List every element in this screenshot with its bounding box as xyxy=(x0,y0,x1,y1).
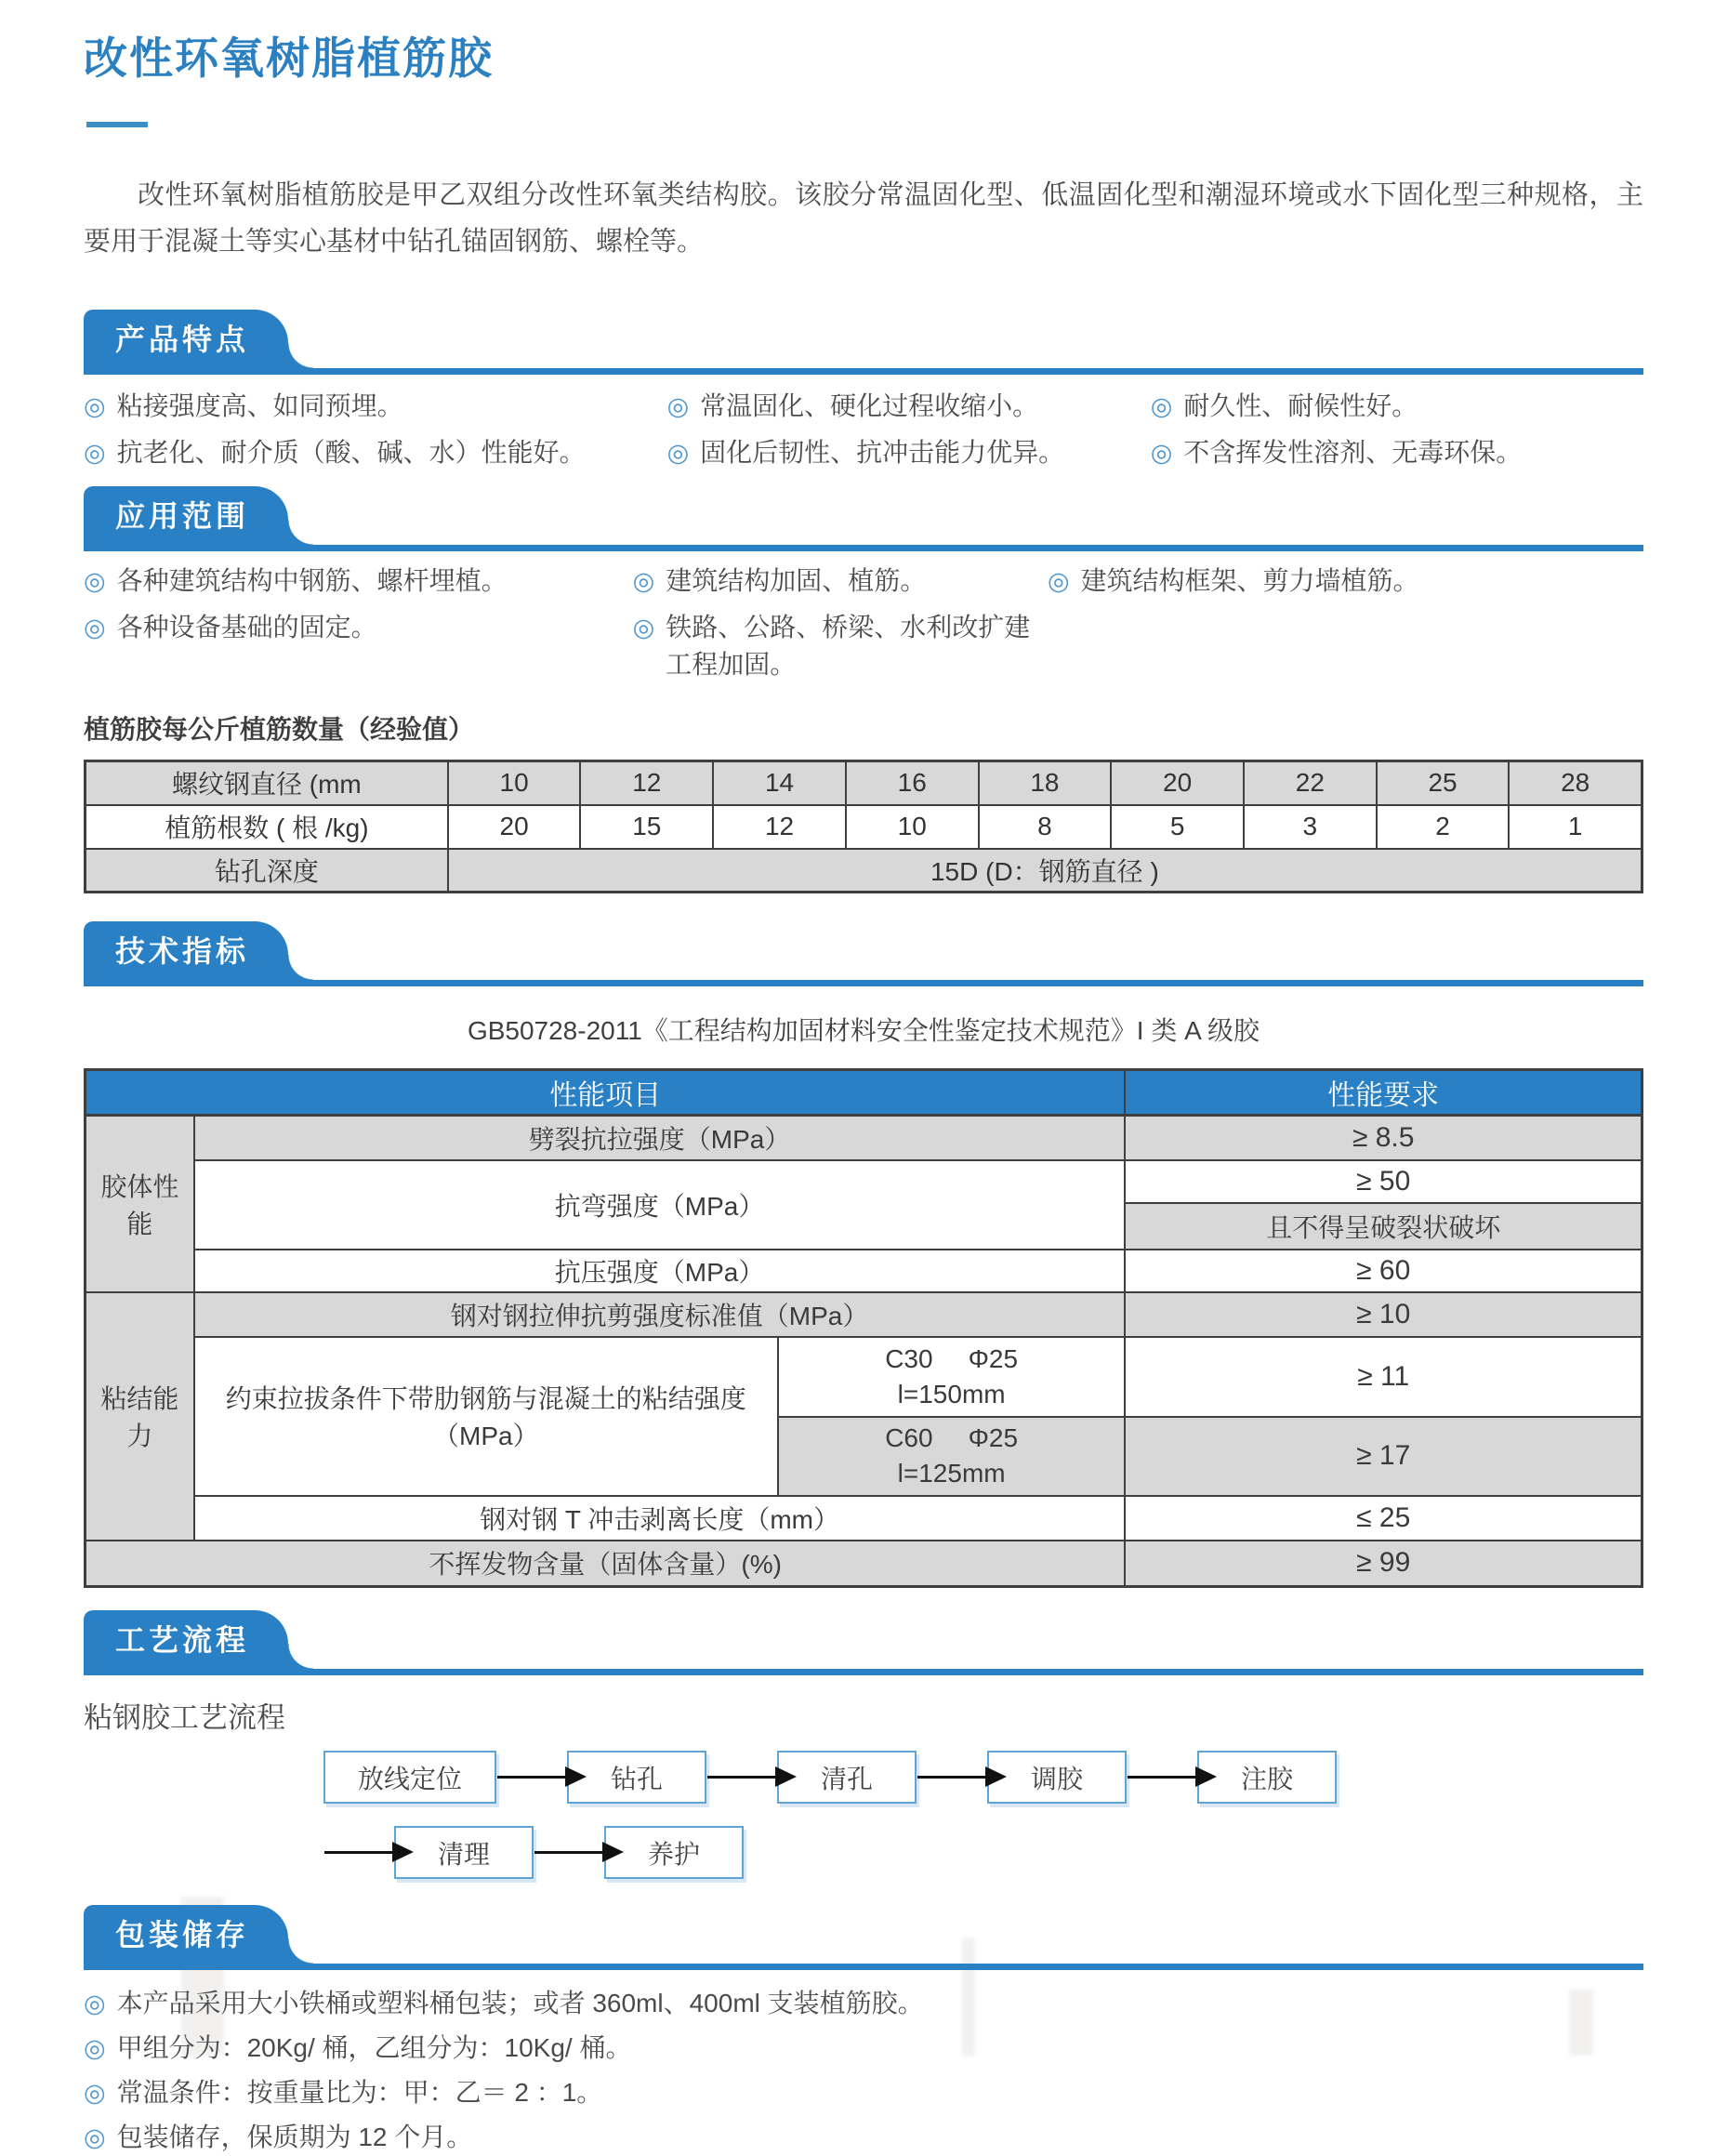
table-row xyxy=(86,1250,1642,1292)
rebar-count-table xyxy=(84,760,1643,893)
bullseye-icon: ◎ xyxy=(84,614,106,642)
concrete-grade: C60 xyxy=(885,1423,933,1452)
application-item xyxy=(84,562,633,600)
table-row xyxy=(86,1337,1642,1417)
application-text: 各种设备基础的固定。 xyxy=(116,613,377,642)
feature-item xyxy=(1151,388,1643,425)
application-text: 各种建筑结构中钢筋、螺杆埋植。 xyxy=(116,566,508,595)
spec-req: ≤ 25 xyxy=(1125,1496,1642,1541)
flow-step: 调胶 xyxy=(987,1751,1127,1804)
section-header-features xyxy=(84,315,1643,375)
bar-diameter: Φ25 xyxy=(968,1423,1019,1452)
bullseye-icon: ◎ xyxy=(84,2079,106,2107)
feature-text: 抗老化、耐介质（酸、碱、水）性能好。 xyxy=(116,438,586,467)
spec-req: ≥ 10 xyxy=(1125,1292,1642,1337)
section-tab-process: 工艺流程 xyxy=(84,1610,288,1670)
row-label: 螺纹钢直径 (mm xyxy=(86,761,448,805)
arrow-right-icon xyxy=(534,1851,603,1854)
count-value: 15 xyxy=(580,805,713,849)
diameter-value: 12 xyxy=(580,761,713,805)
packaging-text: 甲组分为：20Kg/ 桶，乙组分为：10Kg/ 桶。 xyxy=(116,2033,632,2062)
feature-text: 常温固化、硬化过程收缩小。 xyxy=(700,391,1039,420)
application-item xyxy=(84,609,633,683)
bullseye-icon: ◎ xyxy=(1150,439,1173,467)
diameter-value: 25 xyxy=(1377,761,1510,805)
diameter-value: 14 xyxy=(713,761,846,805)
diameter-value: 18 xyxy=(979,761,1112,805)
count-value: 8 xyxy=(979,805,1112,849)
arrow-right-icon xyxy=(497,1776,566,1779)
application-item xyxy=(633,562,1048,600)
section-header-specs xyxy=(84,927,1643,986)
application-item xyxy=(633,609,1048,683)
concrete-grade: C30 xyxy=(885,1343,933,1373)
arrow-right-icon xyxy=(324,1851,393,1854)
table-row xyxy=(86,1160,1642,1203)
section-tab-applications: 应用范围 xyxy=(84,486,288,546)
table-row xyxy=(86,849,1642,893)
bullseye-icon: ◎ xyxy=(84,567,106,595)
standard-note: GB50728-2011《工程结构加固材料安全性鉴定技术规范》I 类 A 级胶 xyxy=(467,1016,1260,1045)
flow-step: 钻孔 xyxy=(567,1751,706,1804)
count-value: 3 xyxy=(1244,805,1377,849)
arrow-right-icon xyxy=(917,1776,986,1779)
application-text: 铁路、公路、桥梁、水利改扩建工程加固。 xyxy=(666,613,1031,679)
spec-item: 约束拉拔条件下带肋钢筋与混凝土的粘结强度（MPa） xyxy=(194,1337,778,1496)
count-value: 12 xyxy=(713,805,846,849)
table-row xyxy=(86,1541,1642,1587)
diameter-value: 20 xyxy=(1111,761,1244,805)
bullseye-icon: ◎ xyxy=(84,1990,106,2017)
spec-item: 抗弯强度（MPa） xyxy=(194,1160,1126,1250)
bullseye-icon: ◎ xyxy=(84,2034,106,2062)
bullseye-icon: ◎ xyxy=(1150,392,1173,420)
spec-item: 钢对钢拉伸抗剪强度标准值（MPa） xyxy=(194,1292,1126,1337)
feature-text: 粘接强度高、如同预埋。 xyxy=(116,391,403,420)
packaging-item xyxy=(84,1985,1643,2022)
intro-paragraph: 改性环氧树脂植筋胶是甲乙双组分改性环氧类结构胶。该胶分常温固化型、低温固化型和潮湿环境或水下固化型三种规格，主要用于混凝土等实心基材中钻孔锚固钢筋、螺栓等。 xyxy=(84,180,1643,257)
col-header-item: 性能项目 xyxy=(86,1070,1126,1116)
packaging-item xyxy=(84,2074,1643,2111)
spec-req: ≥ 99 xyxy=(1125,1541,1642,1587)
diameter-value: 28 xyxy=(1509,761,1642,805)
depth-value: 15D (D：钢筋直径 ) xyxy=(448,849,1642,893)
section-header-process xyxy=(84,1616,1643,1675)
section-tab-packaging: 包装储存 xyxy=(84,1905,288,1964)
embed-length: l=125mm xyxy=(897,1459,1006,1488)
table-row xyxy=(86,1292,1642,1337)
bullseye-icon: ◎ xyxy=(632,614,655,642)
bullseye-icon: ◎ xyxy=(84,392,106,420)
feature-text: 固化后韧性、抗冲击能力优异。 xyxy=(700,438,1065,467)
flow-step: 放线定位 xyxy=(323,1751,496,1804)
applications-bullet-grid xyxy=(84,562,1643,683)
col-header-req: 性能要求 xyxy=(1125,1070,1642,1116)
bar-diameter: Φ25 xyxy=(968,1343,1019,1373)
section-tab-specs: 技术指标 xyxy=(84,921,288,981)
bullseye-icon: ◎ xyxy=(84,439,106,467)
packaging-bullet-list xyxy=(84,1985,1643,2156)
bullseye-icon: ◎ xyxy=(666,439,690,467)
flow-step: 清理 xyxy=(394,1826,534,1879)
packaging-text: 常温条件：按重量比为：甲：乙＝ 2 ：1。 xyxy=(116,2078,603,2107)
spec-req: ≥ 11 xyxy=(1125,1337,1642,1417)
feature-text: 不含挥发性溶剂、无毒环保。 xyxy=(1183,438,1523,467)
packaging-item xyxy=(84,2030,1643,2067)
diameter-value: 22 xyxy=(1244,761,1377,805)
spec-req: ≥ 50 xyxy=(1125,1160,1642,1203)
group-label-bond: 粘结能力 xyxy=(86,1292,194,1541)
specs-table xyxy=(84,1068,1643,1588)
spec-item: 不挥发物含量（固体含量）(%) xyxy=(86,1541,1126,1587)
application-text: 建筑结构框架、剪力墙植筋。 xyxy=(1080,566,1419,595)
row-label: 植筋根数 ( 根 /kg) xyxy=(86,805,448,849)
count-value: 5 xyxy=(1111,805,1244,849)
spec-req: ≥ 8.5 xyxy=(1125,1116,1642,1160)
section-tab-features: 产品特点 xyxy=(84,310,288,369)
title-underline xyxy=(86,122,148,127)
feature-text: 耐久性、耐候性好。 xyxy=(1183,391,1418,420)
section-header-applications xyxy=(84,492,1643,551)
table-row xyxy=(86,1496,1642,1541)
application-item xyxy=(1048,562,1643,600)
spec-item: 钢对钢 T 冲击剥离长度（mm） xyxy=(194,1496,1126,1541)
table-row xyxy=(86,761,1642,805)
diameter-value: 10 xyxy=(448,761,581,805)
spec-req: ≥ 60 xyxy=(1125,1250,1642,1292)
packaging-text: 包装储存，保质期为 12 个月。 xyxy=(116,2123,473,2151)
diameter-value: 16 xyxy=(846,761,979,805)
bullseye-icon: ◎ xyxy=(1047,567,1070,595)
count-value: 10 xyxy=(846,805,979,849)
feature-item xyxy=(84,434,667,471)
bullseye-icon: ◎ xyxy=(84,2123,106,2151)
page-title: 改性环氧树脂植筋胶 xyxy=(84,33,494,83)
process-flow-row-1 xyxy=(323,1751,1643,1804)
count-value: 2 xyxy=(1377,805,1510,849)
bullseye-icon: ◎ xyxy=(666,392,690,420)
spec-req: ≥ 17 xyxy=(1125,1417,1642,1496)
rebar-table-title: 植筋胶每公斤植筋数量（经验值） xyxy=(84,715,475,744)
embed-length: l=150mm xyxy=(897,1379,1006,1409)
process-subtitle: 粘钢胶工艺流程 xyxy=(84,1701,285,1734)
features-bullet-grid xyxy=(84,388,1643,471)
table-header-row xyxy=(86,1070,1642,1116)
arrow-right-icon xyxy=(707,1776,776,1779)
flow-step: 注胶 xyxy=(1197,1751,1337,1804)
application-text: 建筑结构加固、植筋。 xyxy=(666,566,927,595)
flow-step: 清孔 xyxy=(777,1751,917,1804)
feature-item xyxy=(1151,434,1643,471)
feature-item xyxy=(667,388,1151,425)
count-value: 1 xyxy=(1509,805,1642,849)
feature-item xyxy=(84,388,667,425)
feature-item xyxy=(667,434,1151,471)
spec-req: 且不得呈破裂状破坏 xyxy=(1125,1203,1642,1250)
arrow-right-icon xyxy=(1128,1776,1196,1779)
spec-subcondition xyxy=(778,1337,1126,1417)
packaging-text: 本产品采用大小铁桶或塑料桶包装；或者 360ml、400ml 支装植筋胶。 xyxy=(116,1989,924,2017)
count-value: 20 xyxy=(448,805,581,849)
table-row xyxy=(86,805,1642,849)
process-flow-row-2 xyxy=(323,1826,1643,1879)
row-label: 钻孔深度 xyxy=(86,849,448,893)
table-row xyxy=(86,1116,1642,1160)
flow-step: 养护 xyxy=(604,1826,744,1879)
spec-subcondition xyxy=(778,1417,1126,1496)
packaging-item xyxy=(84,2119,1643,2156)
section-header-packaging xyxy=(84,1911,1643,1970)
group-label-body: 胶体性能 xyxy=(86,1116,194,1292)
bullseye-icon: ◎ xyxy=(632,567,655,595)
spec-item: 劈裂抗拉强度（MPa） xyxy=(194,1116,1126,1160)
spec-item: 抗压强度（MPa） xyxy=(194,1250,1126,1292)
